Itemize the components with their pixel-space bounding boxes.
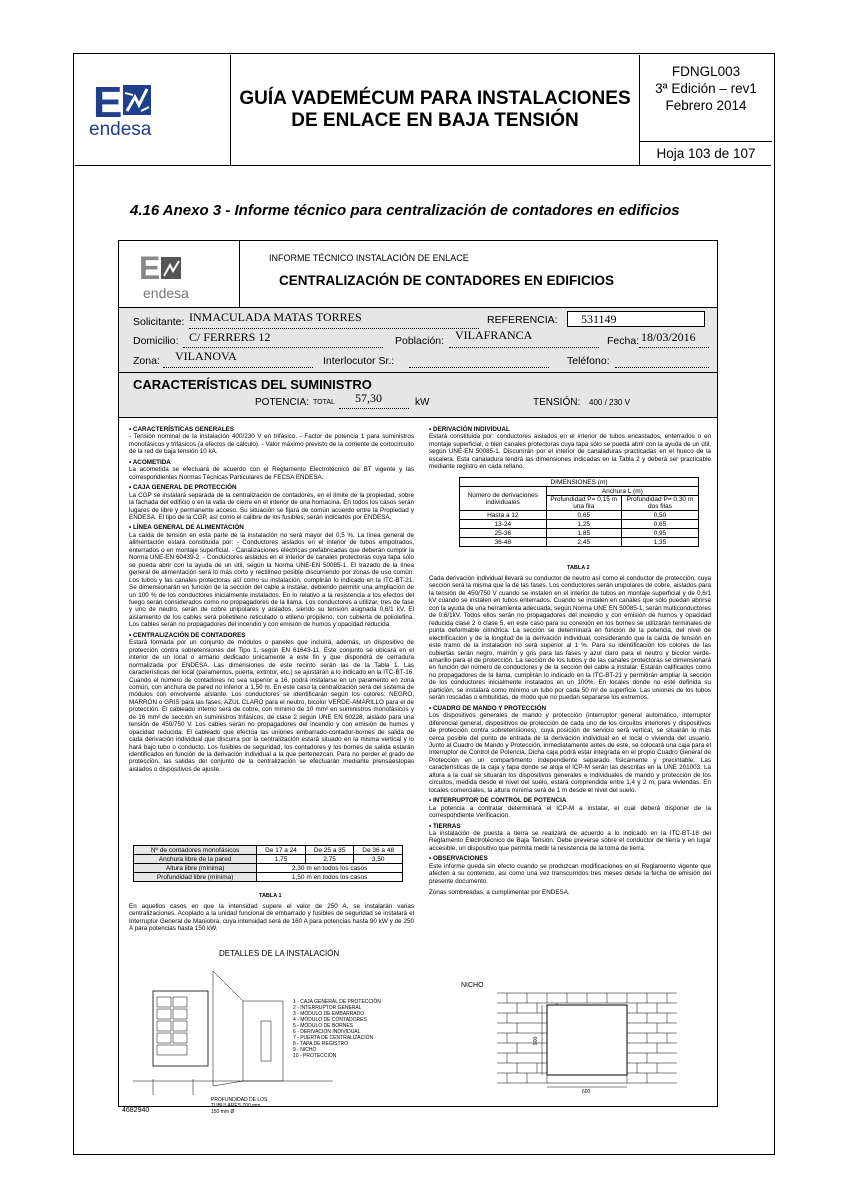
table-header: De 17 a 24 bbox=[257, 846, 306, 855]
table-header: De 25 a 35 bbox=[305, 846, 354, 855]
document-edition: 3ª Edición – rev1 bbox=[655, 81, 757, 96]
table-header: Nº de contadores monofásicos bbox=[134, 846, 257, 855]
sheet-number: Hoja 103 de 107 bbox=[640, 141, 772, 166]
table-cell: 36-48 bbox=[460, 538, 547, 547]
heading-caracteristicas: • CARACTERÍSTICAS GENERALES bbox=[129, 426, 235, 433]
document-title: GUÍA VADEMÉCUM PARA INSTALACIONES DE ENLACE EN BAJA TENSIÓN bbox=[239, 88, 631, 131]
svg-text:9 - NICHO: 9 - NICHO bbox=[293, 1047, 317, 1053]
text-acometida: La acometida se efectuará de acuerdo con el Reglamento Electrotécnico de BT vigente y las correspondientes Normas Técnicas Particulares de FECSA ENDESA. bbox=[129, 466, 414, 481]
section-title: 4.16 Anexo 3 - Informe técnico para centralización de contadores en edificios bbox=[130, 202, 680, 219]
table-cell: 25-36 bbox=[460, 529, 547, 538]
table-row bbox=[134, 855, 403, 864]
table-cell: 1,50 m en todos los casos bbox=[257, 873, 403, 882]
diagram-footnote: PROFUNDIDAD DE LOS TUBULARES 700 mm. 150 mm Ø bbox=[211, 1097, 268, 1115]
svg-text:600: 600 bbox=[582, 1089, 591, 1095]
table-cell: Hasta a 12 bbox=[460, 511, 547, 520]
line-potencia bbox=[339, 408, 409, 409]
installation-diagram bbox=[133, 961, 413, 1096]
table-header: DIMENSIONES (m) bbox=[460, 478, 699, 487]
text-linea-general: La caída de tensión en esta parte de la instalación no será mayor del 0,5 %. La línea general de alimentación estará constituida por: - Conductores aislados en el interior de tubos empotrados, enterrados o en montaje superficial. - Canalizaciones eléctricas prefabricadas que deberán cumplir la Norma UNE-EN 60439-2. - Conductores aislados en el interior de canales protectoras cuya tapa sólo se pueda abrir con la ayuda de un útil, según la Norma UNE-EN 50085-1. El trazado de la línea general de alimentación será lo más corto y rectilíneo posible discurriendo por zonas de uso común. Los tubos y las canales protectoras así como su instalación, cumplirán lo indicado en la ITC-BT-21. Se dimensionarán en función de la sección del cable a instalar, debiendo permitir una ampliación de un 100 % de los conductores inicialmente instalados. En lo relativo a la resistencia a los efectos del fuego serán considerados como no propagadores de la llama. Los conductores a utilizar, tres de fase y uno de neutro, serán de cobre unipolares y aislados, siendo su tensión asignada 0,6/1 kV. El aislamiento de los cables será polietileno reticulado o etileno propileno, con cubierta de poliolefina. Los cables serán no propagadores del incendio y con emisión de humos y opacidad reducida. bbox=[129, 531, 414, 629]
table-row bbox=[134, 846, 403, 855]
nicho-diagram bbox=[487, 985, 687, 1095]
table-row bbox=[460, 487, 699, 496]
diagram-title: DETALLES DE LA INSTALACIÓN bbox=[219, 949, 340, 958]
line-fecha bbox=[639, 347, 709, 348]
table-cell: 0,95 bbox=[621, 529, 698, 538]
left-column bbox=[129, 423, 414, 773]
svg-text:4 - MÓDULO DE CONTADORES: 4 - MÓDULO DE CONTADORES bbox=[293, 1017, 367, 1023]
table-cell: 0,50 bbox=[621, 511, 698, 520]
line-telefono[interactable] bbox=[615, 367, 709, 368]
label-referencia: REFERENCIA: bbox=[487, 314, 558, 326]
table-row bbox=[460, 520, 699, 529]
text-tierras: La instalación de puesta a tierra se realizará de acuerdo a lo indicado en la ITC-BT-18 del Reglamento Electrotécnico de Baja Tensión. Debe preverse sobre el conductor de tierra y en lugar accesible, un dispositivo que permita medir la resistencia de la toma de tierra. bbox=[429, 829, 711, 852]
heading-linea-general: • LÍNEA GENERAL DE ALIMENTACIÓN bbox=[129, 524, 244, 532]
field-fecha[interactable]: 18/03/2016 bbox=[641, 330, 696, 344]
text-caracteristicas: - Tensión nominal de la instalación 400/230 V en trifásico. - Factor de potencia 1 para suministros monofásicos y trifásicos (a efectos de cálculo). - Valor máximo previsto de la corriente de cortocircuito de la red de baja tensión 10 kA. bbox=[129, 433, 414, 456]
svg-text:2 - INTERRUPTOR GENERAL: 2 - INTERRUPTOR GENERAL bbox=[293, 1005, 362, 1011]
table-row bbox=[134, 873, 403, 882]
table-row bbox=[460, 529, 699, 538]
table-cell: Altura libre (mínima) bbox=[134, 864, 257, 873]
supply-title: CARACTERÍSTICAS DEL SUMINISTRO bbox=[133, 377, 372, 392]
table-row bbox=[460, 538, 699, 547]
text-derivacion: Estará constituida por: conductores aislados en el interior de tubos encastados, enterrados o en montaje superficial, o bien canales protectoras cuya tapa sólo se pueda abrir con la ayuda de un útil, según UNE-EN 50085-1. Discurrirán por el interior de canaladuras practicadas en el hueco de la escalera. Esta canaladura tendrá las dimensiones indicadas en la Tabla 2 y deberá ser practicable mediante registro en cada rellano. bbox=[429, 433, 711, 471]
text-observaciones: Este informe queda sin efecto cuando se produzcan modificaciones en el Reglamento vigente que afecten a su contenido, así como una vez transcurridos tres meses desde la fecha de emisión del presente documento. bbox=[429, 862, 711, 885]
endesa-logo-mark bbox=[75, 55, 230, 165]
table-cell: 0,65 bbox=[621, 520, 698, 529]
heading-derivacion: • DERIVACIÓN INDIVIDUAL bbox=[429, 426, 510, 433]
field-solicitante[interactable]: INMACULADA MATAS TORRES bbox=[189, 310, 362, 324]
field-domicilio[interactable]: C/ FERRERS 12 bbox=[189, 330, 271, 344]
applicant-fields bbox=[119, 308, 717, 373]
svg-text:1 - CAJA GENERAL DE PROTECCIÓN: 1 - CAJA GENERAL DE PROTECCIÓN bbox=[293, 999, 381, 1005]
svg-text:10 - PROTECCIÓN: 10 - PROTECCIÓN bbox=[293, 1053, 337, 1059]
table-cell: 2,45 bbox=[546, 538, 621, 547]
label-fecha: Fecha: bbox=[607, 335, 640, 347]
table-1 bbox=[133, 845, 403, 882]
table-header: Profundidad P= 0,30 m dos filas bbox=[621, 496, 698, 511]
svg-text:E: E bbox=[93, 78, 123, 127]
table-2 bbox=[459, 477, 699, 547]
line-poblacion bbox=[449, 347, 599, 348]
document-info bbox=[639, 55, 772, 165]
document-header bbox=[75, 55, 771, 166]
table-cell: 13-24 bbox=[460, 520, 547, 529]
table-header: Profundidad P= 0,15 m una fila bbox=[546, 496, 621, 511]
svg-text:900: 900 bbox=[533, 1036, 539, 1045]
field-referencia[interactable]: 531149 bbox=[581, 312, 617, 326]
table-cell: 0,65 bbox=[546, 511, 621, 520]
form-header bbox=[119, 241, 717, 308]
heading-cgp: • CAJA GENERAL DE PROTECCIÓN bbox=[129, 484, 237, 492]
label-kw: kW bbox=[415, 397, 430, 408]
document-date: Febrero 2014 bbox=[665, 98, 747, 113]
field-zona[interactable]: VILANOVA bbox=[175, 349, 237, 363]
form-logo bbox=[119, 241, 240, 307]
svg-text:5 - MÓDULO DE BORNES: 5 - MÓDULO DE BORNES bbox=[293, 1023, 354, 1029]
table-header: De 36 a 48 bbox=[354, 846, 403, 855]
endesa-logo bbox=[75, 55, 231, 165]
line-interlocutor[interactable] bbox=[409, 367, 549, 368]
line-solicitante bbox=[189, 328, 479, 329]
field-potencia[interactable]: 57,30 bbox=[355, 391, 382, 405]
table-cell: 1,85 bbox=[546, 529, 621, 538]
table-row bbox=[134, 864, 403, 873]
heading-acometida: • ACOMETIDA bbox=[129, 458, 171, 466]
document-code-block bbox=[640, 63, 772, 114]
table-cell: 3,50 bbox=[354, 855, 403, 864]
heading-tierras: • TIERRAS bbox=[429, 822, 461, 830]
text-cgp: La CGP se instalará separada de la centralización de contadores, en el límite de la propiedad, sobre la fachada del edificio o en la valla de cierre en el interior de una hornacina. En todos los casos serán lugares de libre y permanente acceso. Su situación se fijará de común acuerdo entre la Propiedad y ENDESA. El tipo de la CGP, así como el calibre de los fusibles, serán indicados por ENDESA. bbox=[129, 491, 414, 521]
field-poblacion[interactable]: VILAFRANCA bbox=[455, 328, 533, 342]
text-derivacion-2: Cada derivación individual llevará su conductor de neutro así como el conductor de protección, cuya sección será la misma que la de las fases. Los conductores serán unipolares de cobre, aislados para la tensión de 450/750 V cuando se instalen en el interior de tubos en montaje superficial y de 0,6/1 kV cuando se instalen en tubos enterrados. Cuando se instalen en canales que sólo puedan abrirse con la ayuda de una herramienta adecuada, según Norma UNE EN 50085-1, serán multiconductores de 0,6/1kV. Todos ellos serán no propagadores del incendio y con emisión de humos y opacidad reducida clase 2 o clase 5, en este caso para su conexión en los bornes se utilizarán terminales de punta deformable cilíndrica. La sección se determinará en función de la potencia, del nivel de electrificación y de la longitud de la derivación individual, considerando que la caída de tensión en este tramo de la instalación no será superior al 1 %. Para su identificación los colores de las cubiertas serán negro, marrón y gris para las fases y azul claro para el neutro y bicolor verde-amarillo para el de protección. La sección de los tubos y de las canales protectoras se dimensionará en función del número de conductores y de la sección del cable a instalar. Estarán calificados como no propagadores de la llama, cumplirán lo indicado en la ITC-BT-21 y permitirán ampliar la sección de los conductores inicialmente instalados en un 100%. En locales donde no esté definida su partición, se instalará como mínimo un tubo por cada 50 m² de superficie. Las uniones de los tubos serán roscadas o embutidas, de modo que no puedan separarse los extremos. bbox=[429, 575, 711, 702]
table-header: Número de derivaciones individuales bbox=[460, 487, 547, 511]
table-row bbox=[460, 478, 699, 487]
value-tension: 400 / 230 V bbox=[589, 398, 630, 407]
table-cell: 1,35 bbox=[621, 538, 698, 547]
label-tension: TENSIÓN: bbox=[533, 397, 581, 408]
label-total: TOTAL bbox=[313, 399, 335, 406]
label-potencia: POTENCIA: bbox=[255, 397, 309, 408]
text-centralizacion: Estará formada por un conjunto de módulos o paneles que incluirá, además, un dispositivo de protección contra sobretensiones del Tipo 1, según EN 61643-11. Este conjunto se ubicará en el interior de un local o armario dedicado únicamente a este fin y que dispondrá de cerradura normalizada por ENDESA. Las dimensiones de este recinto serán las de la Tabla 1. Las características del local (paramentos, puerta, extintor, etc.) se ajustarán a lo indicado en la ITC-BT-16. Cuando el número de contadores no sea superior a 16, podrá instalarse en un paramento en zona común, con anchura de pared no inferior a 1,50 m. En este caso la centralización será del sistema de módulos con envolvente aislante. Los conductores se identificarán según los colores: NEGRO, MARRÓN o GRIS para las fases, AZUL CLARO para el neutro, bicolor VERDE-AMARILLO para el de protección. El cableado interno será de cobre, con mínimo de 10 mm² en suministros monofásicos y de 16 mm² de sección en suministros trifásicos, de clase 2 según UNE EN 60228, aislado para una tensión de 450/750 V. Los cables serán no propagadores del incendio y con emisión de humos y opacidad reducida. El cableado que efectúa las uniones embarrado-contador-bornes de salida de cada derivación individual que discurra por la centralización estará situado en la misma vertical y lo hará bajo tubo o conducto. Los fusibles de seguridad, los contadores y los bornes de salida estarán identificados en función de la derivación individual a la que pertenezcan. Para no perder el grado de protección, las salidas del conjunto de la centralización se efectuarán mediante prensaestopas aislados o dispositivos de ajuste. bbox=[129, 639, 414, 773]
svg-text:3 - MÓDULO DE EMBARRADO: 3 - MÓDULO DE EMBARRADO bbox=[293, 1011, 365, 1017]
svg-text:7 - PUERTA DE CENTRALIZACIÓN: 7 - PUERTA DE CENTRALIZACIÓN bbox=[293, 1035, 374, 1041]
line-zona bbox=[163, 367, 313, 368]
form-subtitle: INFORME TÉCNICO INSTALACIÓN DE ENLACE bbox=[269, 253, 469, 263]
document-code: FDNGL003 bbox=[671, 64, 741, 79]
label-telefono: Teléfono: bbox=[567, 355, 610, 367]
heading-icp: • INTERRUPTOR DE CONTROL DE POTENCIA bbox=[429, 797, 567, 805]
label-domicilio: Domicilio: bbox=[133, 335, 179, 347]
svg-text:6 - DERIVACIÓN INDIVIDUAL: 6 - DERIVACIÓN INDIVIDUAL bbox=[293, 1029, 361, 1035]
right-column bbox=[429, 423, 711, 471]
text-cuadro: Los dispositivos generales de mando y protección (interruptor general automático, interruptor diferencial general, dispositivos de protección de cada uno de los circuitos interiores y dispositivos de protección contra sobretensiones), cuya posición de servicio será vertical, se situarán lo más cerca posible del punto de entrada de la derivación individual en el local o vivienda del usuario. Junto al Cuadro de Mando y Protección, inmediatamente antes de este, se colocará una caja para el Interruptor de Control de Potencia. Dicha caja podrá estar integrada en el propio Cuadro General de Protección en un compartimento independiente separado físicamente y precintable. Las características de la caja y tapa donde se aloja el ICP-M serán las descritas en la UNE 201003. La altura a la cual se situarán los dispositivos generales e individuales de mando y protección de los circuitos, medida desde el nivel del suelo, estará comprendida entre 1,4 y 2 m, para viviendas. En locales comerciales, la altura mínima será de 1 m desde el nivel del suelo. bbox=[429, 712, 711, 794]
table-cell: 1,75 bbox=[257, 855, 306, 864]
table-header: Anchura L (m) bbox=[546, 487, 698, 496]
right-column-end bbox=[429, 575, 711, 897]
table-cell: 2,30 m en todos los casos bbox=[257, 864, 403, 873]
form-footer: 4682940 bbox=[122, 1107, 150, 1114]
label-poblacion: Población: bbox=[395, 335, 445, 347]
table-cell: Anchura libre de la pared bbox=[134, 855, 257, 864]
label-interlocutor: Interlocutor Sr.: bbox=[323, 355, 395, 367]
form-logo-word: endesa bbox=[143, 285, 189, 301]
nicho-label: NICHO bbox=[461, 982, 484, 989]
form-title: CENTRALIZACIÓN DE CONTADORES EN EDIFICIOS bbox=[279, 273, 615, 288]
table-cell: 1,25 bbox=[546, 520, 621, 529]
svg-text:E: E bbox=[139, 250, 161, 286]
label-solicitante: Solicitante: bbox=[133, 316, 185, 328]
text-icp: La potencia a contratar determinará el ICP-M a instalar, el cual deberá disponer de la correspondiente Verificación. bbox=[429, 804, 711, 820]
table-2-caption: TABLA 2 bbox=[567, 565, 590, 571]
heading-cuadro: • CUADRO DE MANDO Y PROTECCIÓN bbox=[429, 704, 547, 712]
label-zona: Zona: bbox=[133, 355, 160, 367]
heading-observaciones: • OBSERVACIONES bbox=[429, 855, 488, 863]
table-1-caption: TABLA 1 bbox=[259, 893, 282, 899]
table-row bbox=[460, 511, 699, 520]
svg-text:8 - TAPA DE REGISTRO: 8 - TAPA DE REGISTRO bbox=[293, 1041, 349, 1047]
text-intensidad: En aquellos casos en que la intensidad supere el valor de 250 A, se instalarán varias centralizaciones. Acoplado a la unidad funcional de embarrado y fusibles de seguridad se instalará el Interruptor General de Maniobra, cuya intensidad será de 160 A para potencias hasta 90 kW y de 250 A para potencias hasta 150 kW. bbox=[129, 903, 414, 933]
supply-characteristics bbox=[119, 373, 717, 418]
heading-centralizacion: • CENTRALIZACIÓN DE CONTADORES bbox=[129, 631, 246, 639]
table-cell: Profundidad libre (mínima) bbox=[134, 873, 257, 882]
text-zonas: Zonas sombreadas, a cumplimentar por ENDESA. bbox=[429, 889, 570, 897]
table-cell: 2,75 bbox=[305, 855, 354, 864]
logo-word: endesa bbox=[89, 119, 152, 140]
line-domicilio bbox=[183, 347, 383, 348]
left-column-end bbox=[129, 903, 414, 933]
